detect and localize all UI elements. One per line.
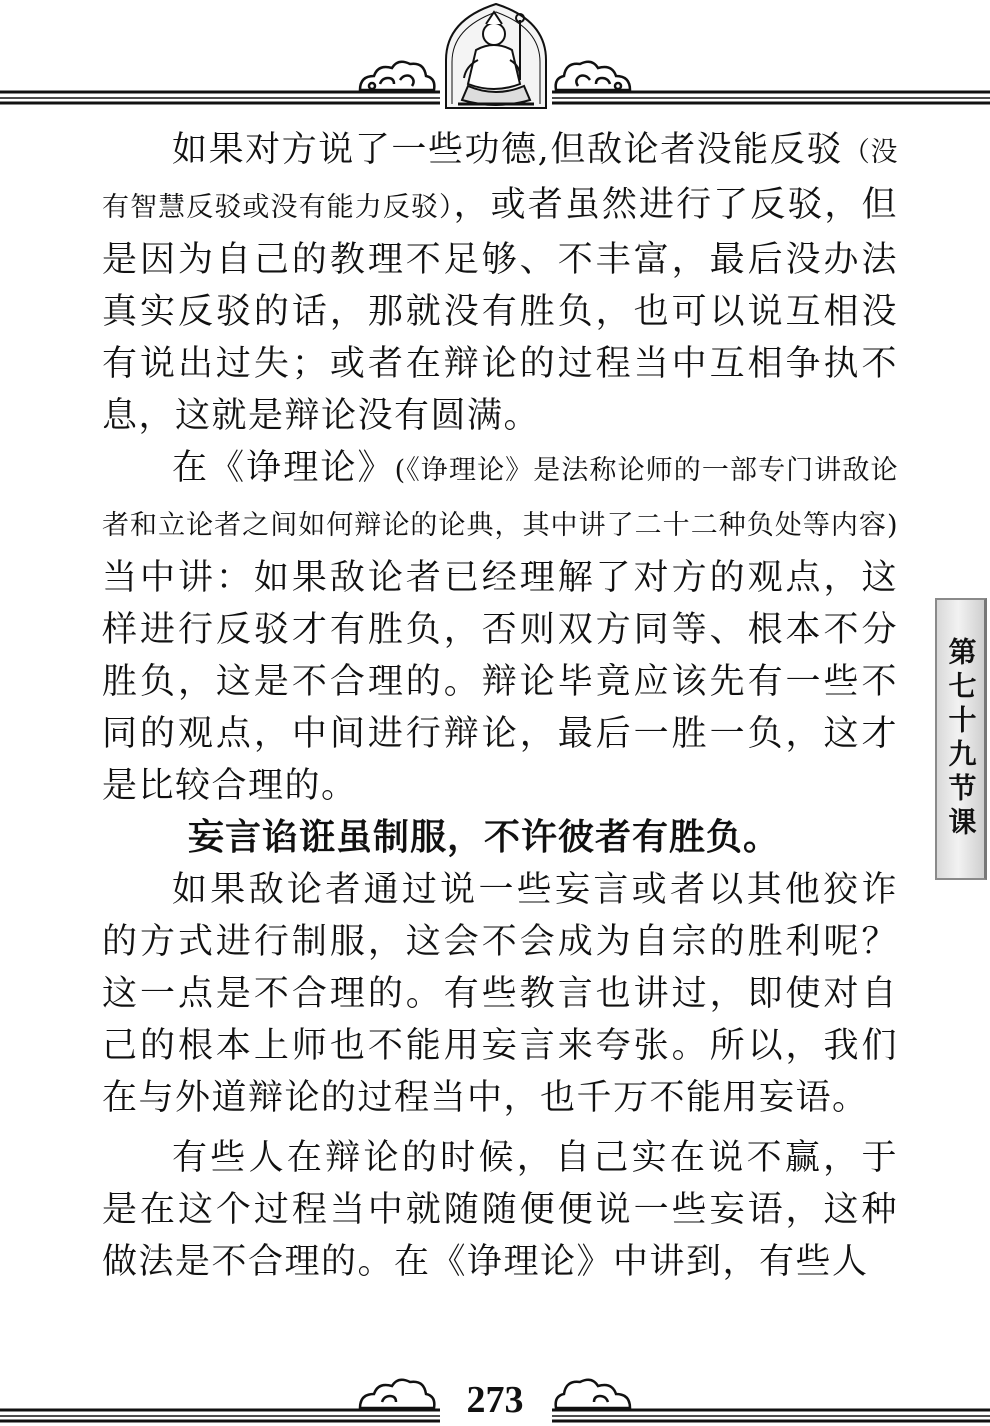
page-body [102, 124, 898, 1288]
paragraph-4: 有些人在辩论的时候，自己实在说不赢，于是在这个过程当中就随随便便说一些妄语，这种做法是不合理的。在《诤理论》中讲到，有些人 [102, 1138, 898, 1282]
verse-heading: 妄言谄诳虽制服，不许彼者有胜负。 [188, 817, 781, 858]
paragraph-1-note: （没有智慧反驳或没有能力反驳） [102, 137, 898, 223]
paragraph-2 [102, 442, 898, 812]
chapter-side-tab [935, 598, 987, 880]
paragraph-2-note: (《诤理论》是法称论师的一部专门讲敌论者和立论者之间如何辩论的论典，其中讲了二十二种负处等内容) [102, 455, 898, 541]
paragraph-2-text-a: 在《诤理论》 [172, 448, 395, 488]
cloud-scroll-left-icon [360, 62, 434, 90]
paragraph-1-text-a: 如果对方说了一些功德,但敌论者没能反驳 [172, 130, 843, 170]
paragraph-2-text-b: 当中讲：如果敌论者已经理解了对方的观点，这样进行反驳才有胜负，否则双方同等、根本不分胜负，这是不合理的。辩论毕竟应该先有一些不同的观点，中间进行辩论，最后一胜一负，这才是比较合理的。 [102, 558, 898, 806]
deity-emblem-icon [446, 4, 546, 108]
paragraph-1 [102, 124, 898, 442]
page-number: 273 [466, 1379, 524, 1421]
header-ornament [0, 0, 990, 112]
paragraph-1-text-b: ，或者虽然进行了反驳，但是因为自己的教理不足够、不丰富，最后没办法真实反驳的话，那就没有胜负，也可以说互相没有说出过失；或者在辩论的过程当中互相争执不息，这就是辩论没有圆满。 [102, 185, 898, 436]
paragraph-gap [102, 1124, 898, 1132]
paragraph-3: 如果敌论者通过说一些妄言或者以其他狡诈的方式进行制服，这会不会成为自宗的胜利呢？这一点是不合理的。有些教言也讲过，即使对自己的根本上师也不能用妄言来夸张。所以，我们在与外道辩论的过程当中，也千万不能用妄语。 [102, 870, 898, 1118]
cloud-scroll-right-icon [556, 62, 630, 90]
chapter-side-tab-label: 第七十九节课 [944, 637, 978, 841]
